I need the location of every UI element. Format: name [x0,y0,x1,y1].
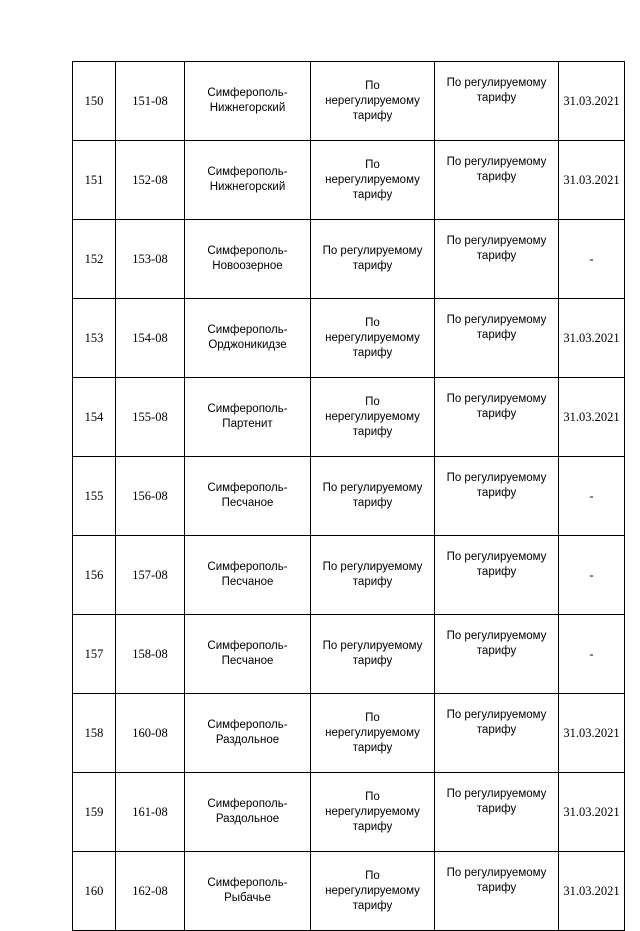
row-number-cell [73,694,116,773]
tariff-type-line: тарифу [352,576,393,588]
route-name-line: Нижнегорский [209,181,286,193]
tariff-type-line: нерегулируемому [325,331,420,344]
change-date: 31.03.2021 [563,804,620,819]
table-row [73,141,625,220]
change-date: - [589,646,594,661]
tariff-type-line: По [365,395,380,408]
route-name-line: Симферополь- [207,719,288,731]
change-date: - [589,488,594,503]
route-code-cell [116,299,185,378]
date-cell [559,299,625,378]
change-date: 31.03.2021 [563,330,620,345]
change-date: - [589,567,594,582]
new-tariff-type-cell [435,220,559,299]
date-cell [559,220,625,299]
route-code: 160-08 [132,725,168,740]
tariff-type-cell [311,378,435,457]
change-date: 31.03.2021 [563,883,620,898]
tariff-type-line: тарифу [352,425,393,438]
date-cell [559,141,625,220]
route-name-line: Симферополь- [207,798,288,810]
tariff-type-cell [311,694,435,773]
new-tariff-type-cell [435,457,559,536]
row-number: 160 [84,883,104,898]
route-code-cell [116,852,185,931]
route-name-line: Раздольное [215,734,280,746]
tariff-type-line: По [365,711,380,724]
new-tariff-type-line: тарифу [476,171,517,183]
tariff-type-line: нерегулируемому [325,410,420,423]
tariff-type-line: нерегулируемому [325,94,420,107]
tariff-type-line: тарифу [352,260,393,272]
route-name-line: Песчаное [221,655,274,667]
new-tariff-type-line: По регулируемому [446,314,547,326]
row-number-cell [73,852,116,931]
route-name-cell [185,615,311,694]
change-date: 31.03.2021 [563,725,620,740]
route-name-cell [185,852,311,931]
route-name-line: Раздольное [215,813,280,825]
row-number: 152 [84,251,104,266]
tariff-type-line: По [365,158,380,171]
route-name-cell [185,299,311,378]
tariff-type-line: По регулируемому [322,561,423,573]
row-number: 156 [84,567,104,582]
row-number-cell [73,62,116,141]
tariff-type-line: По регулируемому [322,640,423,652]
route-name-line: Симферополь- [207,640,288,652]
route-code: 151-08 [132,93,168,108]
row-number-cell [73,299,116,378]
route-name-line: Симферополь- [207,87,288,99]
row-number: 155 [84,488,104,503]
route-name-line: Симферополь- [207,877,288,889]
tariff-type-line: нерегулируемому [325,173,420,186]
row-number-cell [73,615,116,694]
row-number-cell [73,457,116,536]
tariff-type-line: По [365,790,380,803]
tariff-type-line: тарифу [352,820,393,833]
row-number-cell [73,220,116,299]
route-name-line: Песчаное [221,576,274,588]
route-name-line: Симферополь- [207,245,288,257]
date-cell [559,536,625,615]
new-tariff-type-line: тарифу [476,329,517,341]
tariff-type-line: тарифу [352,741,393,754]
route-code: 154-08 [132,330,168,345]
route-code-cell [116,62,185,141]
tariff-type-line: тарифу [352,188,393,201]
tariff-type-cell [311,141,435,220]
new-tariff-type-line: тарифу [476,803,517,815]
route-name-line: Симферополь- [207,324,288,336]
route-code: 157-08 [132,567,168,582]
new-tariff-type-line: тарифу [476,92,517,104]
tariff-type-cell [311,220,435,299]
route-name-line: Симферополь- [207,166,288,178]
row-number: 158 [84,725,104,740]
new-tariff-type-line: тарифу [476,645,517,657]
new-tariff-type-cell [435,378,559,457]
route-code-cell [116,773,185,852]
tariff-type-line: нерегулируемому [325,726,420,739]
new-tariff-type-cell [435,299,559,378]
route-name-cell [185,378,311,457]
change-date: 31.03.2021 [563,93,620,108]
date-cell [559,852,625,931]
tariff-type-cell [311,615,435,694]
route-code: 155-08 [132,409,168,424]
tariff-type-line: По [365,316,380,329]
date-cell [559,378,625,457]
tariff-type-cell [311,536,435,615]
route-name-cell [185,694,311,773]
route-name-line: Рыбачье [224,892,271,904]
table-row [73,536,625,615]
date-cell [559,62,625,141]
row-number: 154 [84,409,104,424]
route-code-cell [116,694,185,773]
route-name-cell [185,141,311,220]
table-row [73,220,625,299]
new-tariff-type-line: тарифу [476,408,517,420]
tariff-type-line: тарифу [352,109,393,122]
tariff-type-cell [311,62,435,141]
tariff-type-cell [311,457,435,536]
tariff-type-line: нерегулируемому [325,884,420,897]
table-row [73,378,625,457]
route-code-cell [116,615,185,694]
tariff-type-line: нерегулируемому [325,805,420,818]
new-tariff-type-cell [435,852,559,931]
tariff-type-line: По регулируемому [322,482,423,494]
new-tariff-type-line: По регулируемому [446,77,547,89]
new-tariff-type-cell [435,62,559,141]
row-number: 159 [84,804,104,819]
new-tariff-type-line: тарифу [476,882,517,894]
route-code-cell [116,141,185,220]
tariff-type-line: По [365,869,380,882]
new-tariff-type-cell [435,694,559,773]
route-code: 158-08 [132,646,168,661]
routes-table [72,61,625,931]
route-name-cell [185,536,311,615]
new-tariff-type-line: тарифу [476,724,517,736]
change-date: - [589,251,594,266]
new-tariff-type-line: По регулируемому [446,630,547,642]
route-name-line: Нижнегорский [209,102,286,114]
new-tariff-type-cell [435,773,559,852]
new-tariff-type-line: По регулируемому [446,867,547,879]
new-tariff-type-cell [435,141,559,220]
new-tariff-type-line: По регулируемому [446,551,547,563]
table-row [73,694,625,773]
new-tariff-type-line: тарифу [476,566,517,578]
route-name-line: Партенит [222,418,273,430]
route-code: 162-08 [132,883,168,898]
tariff-type-line: тарифу [352,346,393,359]
row-number: 151 [84,172,104,187]
new-tariff-type-line: тарифу [476,487,517,499]
routes-table-body [73,62,625,931]
tariff-type-cell [311,773,435,852]
new-tariff-type-line: По регулируемому [446,788,547,800]
new-tariff-type-line: тарифу [476,250,517,262]
date-cell [559,694,625,773]
tariff-type-line: тарифу [352,899,393,912]
route-name-line: Симферополь- [207,482,288,494]
route-name-line: Симферополь- [207,403,288,415]
route-code-cell [116,220,185,299]
table-row [73,615,625,694]
date-cell [559,773,625,852]
route-code-cell [116,378,185,457]
table-row [73,457,625,536]
route-name-cell [185,62,311,141]
date-cell [559,615,625,694]
table-row [73,852,625,931]
row-number: 153 [84,330,104,345]
new-tariff-type-cell [435,536,559,615]
tariff-type-line: тарифу [352,497,393,509]
new-tariff-type-line: По регулируемому [446,156,547,168]
row-number: 157 [84,646,104,661]
route-code: 152-08 [132,172,168,187]
new-tariff-type-line: По регулируемому [446,472,547,484]
date-cell [559,457,625,536]
route-name-cell [185,457,311,536]
route-name-line: Новоозерное [212,260,283,272]
table-row [73,62,625,141]
route-code: 153-08 [132,251,168,266]
route-name-line: Песчаное [221,497,274,509]
tariff-type-line: По регулируемому [322,245,423,257]
route-name-cell [185,220,311,299]
row-number-cell [73,378,116,457]
route-code: 161-08 [132,804,168,819]
table-row [73,299,625,378]
route-name-line: Симферополь- [207,561,288,573]
row-number-cell [73,773,116,852]
route-name-line: Орджоникидзе [208,339,287,351]
tariff-type-line: тарифу [352,655,393,667]
row-number-cell [73,536,116,615]
change-date: 31.03.2021 [563,172,620,187]
route-name-cell [185,773,311,852]
new-tariff-type-line: По регулируемому [446,709,547,721]
change-date: 31.03.2021 [563,409,620,424]
table-row [73,773,625,852]
new-tariff-type-line: По регулируемому [446,393,547,405]
tariff-type-line: По [365,79,380,92]
row-number-cell [73,141,116,220]
new-tariff-type-cell [435,615,559,694]
row-number: 150 [84,93,104,108]
tariff-type-cell [311,852,435,931]
tariff-type-cell [311,299,435,378]
route-code-cell [116,536,185,615]
route-code: 156-08 [132,488,168,503]
route-code-cell [116,457,185,536]
new-tariff-type-line: По регулируемому [446,235,547,247]
